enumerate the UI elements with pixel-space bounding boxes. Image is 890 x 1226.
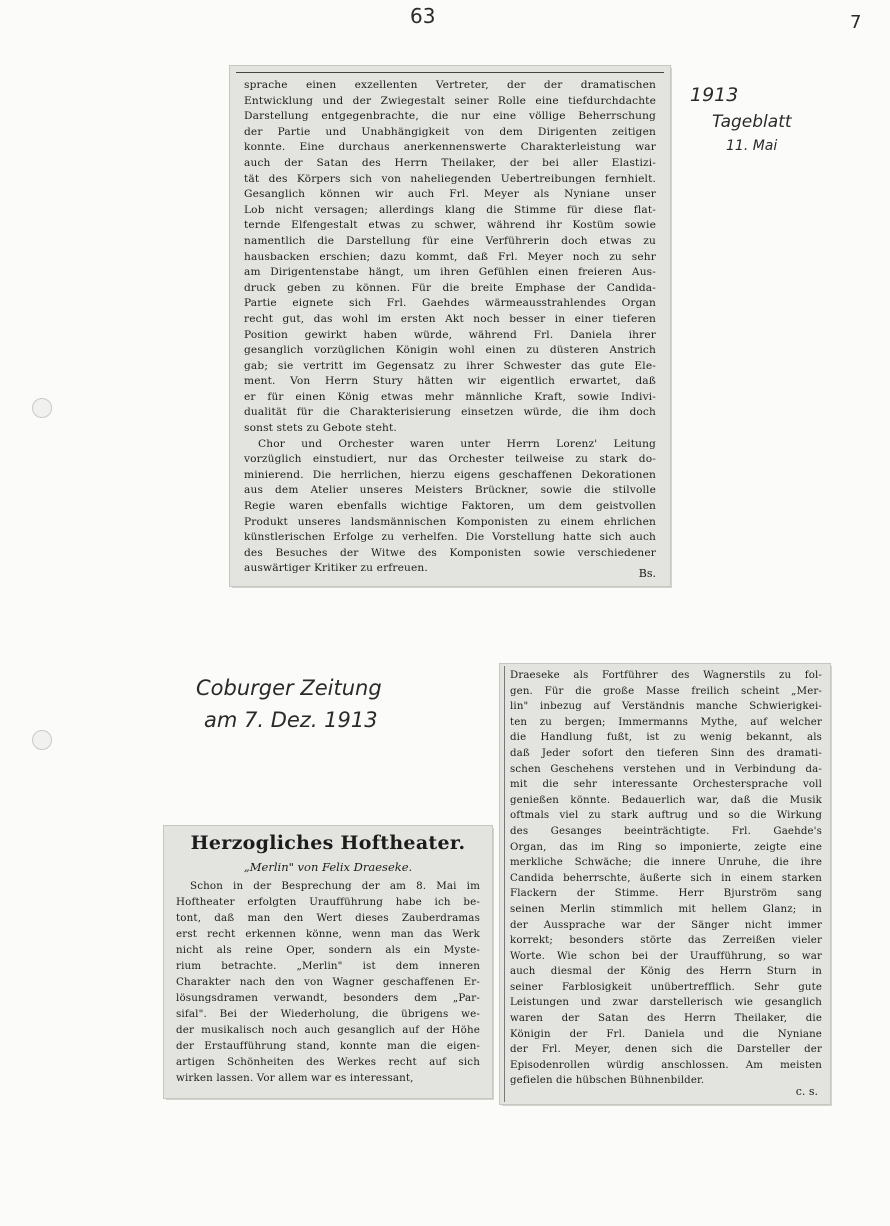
text-line: Chor und Orchester waren unter Herrn Lorenz' Leitung (258, 437, 656, 450)
text-line: sprache einen exzellenten Vertreter, der der dramatischen (244, 79, 656, 91)
text-line: recht gut, das wohl im ersten Akt noch besser in einer tieferen (244, 312, 656, 325)
text-line: Partie eignete sich Frl. Gaehdes wärmeausstrahlendes Organ (244, 297, 656, 310)
text-line: ternde Elfengestalt etwas zu schwer, während ihr Kostüm sowie (244, 219, 656, 232)
text-line: Entwicklung und der Zwiegestalt seiner Rolle eine tiefdurchdachte (244, 94, 656, 107)
text-line: gefielen die hübschen Bühnenbilder. (510, 1075, 705, 1087)
note-paper-2: Coburger Zeitung (196, 676, 382, 700)
text-line: wirken lassen. Vor allem war es interessant, (176, 1072, 414, 1084)
clipping-right-column-rule (504, 666, 505, 1102)
text-line: tät des Körpers sich von naheliegenden Uebertreibungen fernhielt. (244, 172, 656, 185)
text-line: waren der Satan des Herrn Theilaker, die (510, 1013, 822, 1025)
text-line: er für einen König etwas mehr männliche Kraft, sowie Indivi- (244, 390, 656, 403)
text-line: auch diesmal der König des Herrn Sturn in (510, 966, 822, 978)
text-line: der Aussprache war der Sänger nicht immer (510, 919, 822, 931)
text-line: des Gesanges beeinträchtigte. Frl. Gaehde's (510, 825, 822, 837)
text-line: seinen Merlin stimmlich mit hellem Glanz; in (510, 903, 822, 915)
text-line: korrekt; besonders störte das Zerreißen vieler (510, 935, 822, 947)
text-line: aus dem Atelier unseres Meisters Brückner, sowie die stilvolle (244, 484, 656, 497)
text-line: Produkt unseres landsmännischen Komponisten zu einem ehrlichen (244, 515, 656, 528)
clipping-left-heading: Herzogliches Hoftheater. (190, 832, 466, 854)
text-line: daß Jeder sofort den tieferen Sinn des dramati- (510, 747, 822, 759)
text-line: sonst stets zu Gebote steht. (244, 422, 397, 435)
text-line: künstlerischen Erfolge zu verhelfen. Die Vorstellung hatte sich auch (244, 531, 656, 544)
clipping-top-rule (236, 72, 664, 73)
text-line: sifal". Bei der Wiederholung, die übrigens we- (176, 1008, 480, 1020)
text-line: Leistungen und zwar darstellerisch wie gesanglich (510, 997, 822, 1009)
clipping-top-signature: Bs. (638, 567, 656, 580)
text-line: Episodenrollen würdig anschlossen. Am meisten (510, 1059, 822, 1071)
text-line: auswärtiger Kritiker zu erfreuen. (244, 562, 428, 575)
text-line: hausbacken erschien; dazu kommt, daß Frl. Meyer noch zu sehr (244, 250, 656, 263)
text-line: Worte. Wie schon bei der Uraufführung, so war (510, 950, 822, 962)
note-date-2: am 7. Dez. 1913 (204, 708, 378, 732)
text-line: Darstellung entgegenbrachte, die nur eine völlige Beherrschung (244, 110, 656, 123)
text-line: erst recht erkennen könne, wenn man das Werk (176, 928, 480, 940)
text-line: Position gewirkt haben würde, während Frl. Daniela ihrer (244, 328, 656, 341)
clipping-right-body (510, 668, 822, 1089)
text-line: Lob nicht versagen; allerdings klang die Stimme für diese flat- (244, 203, 656, 216)
text-line: Regie waren ebenfalls wichtige Faktoren, um dem geistvollen (244, 500, 656, 513)
text-line: Gesanglich können wir auch Frl. Meyer als Nyniane unser (244, 188, 656, 201)
note-paper: Tageblatt (712, 112, 792, 132)
text-line: druck geben zu können. Für die breite Emphase der Candida- (244, 281, 656, 294)
clipping-top (230, 66, 670, 586)
text-line: Candida beherrschte, äußerte sich in einem starken (510, 872, 822, 884)
text-line: der Erstaufführung stand, konnte man die eigen- (176, 1040, 480, 1052)
page-number: 63 (410, 4, 436, 28)
text-line: oftmals viel zu stark auftrug und so die Wirkung (510, 810, 822, 822)
note-year: 1913 (690, 84, 739, 106)
punch-hole-bottom (32, 730, 52, 750)
text-line: gab; sie vertritt im Gegensatz zu ihrer Schwester das gute Ele- (244, 359, 656, 372)
text-line: seiner Farblosigkeit unübertrefflich. Sehr gute (510, 981, 822, 993)
text-line: vorzüglich einstudiert, nur das Orchester teilweise zu stark do- (244, 453, 656, 466)
text-line: Schon in der Besprechung der am 8. Mai im (190, 880, 480, 892)
text-line: Charakter nach den von Wagner geschaffenen Er- (176, 976, 480, 988)
text-line: genießen könnte. Bedauerlich war, daß die Musik (510, 794, 822, 806)
text-line: die Handlung fußt, ist zu wenig bekannt, als (510, 732, 822, 744)
text-line: Königin der Frl. Daniela und die Nyniane (510, 1028, 822, 1040)
text-line: tont, daß man den Wert dieses Zauberdramas (176, 912, 480, 924)
text-line: gesanglich vorzüglichen Königin wohl einen zu düsteren Anstrich (244, 344, 656, 357)
clipping-left (164, 826, 492, 1098)
text-line: mit die sehr interessante Orchestersprache voll (510, 779, 822, 791)
text-line: schen Geschehens verstehen und in Verbindung da- (510, 763, 822, 775)
clipping-right-signature: c. s. (795, 1085, 818, 1098)
text-line: Draeseke als Fortführer des Wagnerstils zu fol- (510, 670, 822, 681)
text-line: artigen Schönheiten des Werkes recht auf sich (176, 1056, 480, 1068)
text-line: der musikalisch noch auch gesanglich auf der Höhe (176, 1024, 480, 1036)
text-line: Flackern der Stimme. Herr Bjurström sang (510, 888, 822, 900)
clipping-top-body (244, 78, 656, 577)
punch-hole-top (32, 398, 52, 418)
text-line: ten zu bergen; Immermanns Mythe, auf welcher (510, 716, 822, 728)
text-line: des Besuches der Witwe des Komponisten sowie verschiedener (244, 546, 656, 559)
text-line: ment. Von Herrn Stury hätten wir eigentlich erwartet, daß (244, 375, 656, 388)
text-line: auch der Satan des Herrn Theilaker, der bei aller Elastizi- (244, 156, 656, 169)
clipping-left-subheading: „Merlin" von Felix Draeseke. (243, 860, 413, 874)
text-line: minierend. Die herrlichen, hierzu eigens geschaffenen Dekorationen (244, 468, 656, 481)
text-line: dualität für die Charakterisierung einsetzen würde, die ihm doch (244, 406, 656, 419)
text-line: der Frl. Meyer, denen sich die Darsteller der (510, 1044, 822, 1056)
clipping-left-body (176, 878, 480, 1086)
text-line: nicht als reine Oper, sondern als ein Myste- (176, 944, 480, 956)
corner-mark: 7 (850, 12, 862, 33)
text-line: gen. Für die große Masse freilich scheint „Mer- (510, 685, 822, 697)
text-line: der Partie und Unabhängigkeit von dem Dirigenten zeitigen (244, 125, 656, 138)
text-line: lin" inbezug auf Verständnis manche Schwierigkei- (510, 701, 822, 713)
text-line: lösungsdramen verwandt, besonders dem „Par- (176, 992, 480, 1004)
text-line: merkliche Schwäche; die innere Unruhe, die ihre (510, 857, 822, 869)
text-line: konnte. Eine durchaus anerkennenswerte Charakterleistung war (244, 141, 656, 154)
note-date: 11. Mai (726, 138, 778, 154)
text-line: am Dirigentenstabe hängt, um ihren Gefühlen einen freieren Aus- (244, 266, 656, 279)
text-line: Organ, das im Ring so imponierte, zeigte eine (510, 841, 822, 853)
text-line: namentlich die Darstellung für eine Verführerin doch etwas zu (244, 234, 656, 247)
text-line: Hoftheater erfolgten Uraufführung habe ich be- (176, 896, 480, 908)
clipping-right (500, 664, 830, 1104)
text-line: rium betrachte. „Merlin" ist dem inneren (176, 960, 480, 972)
